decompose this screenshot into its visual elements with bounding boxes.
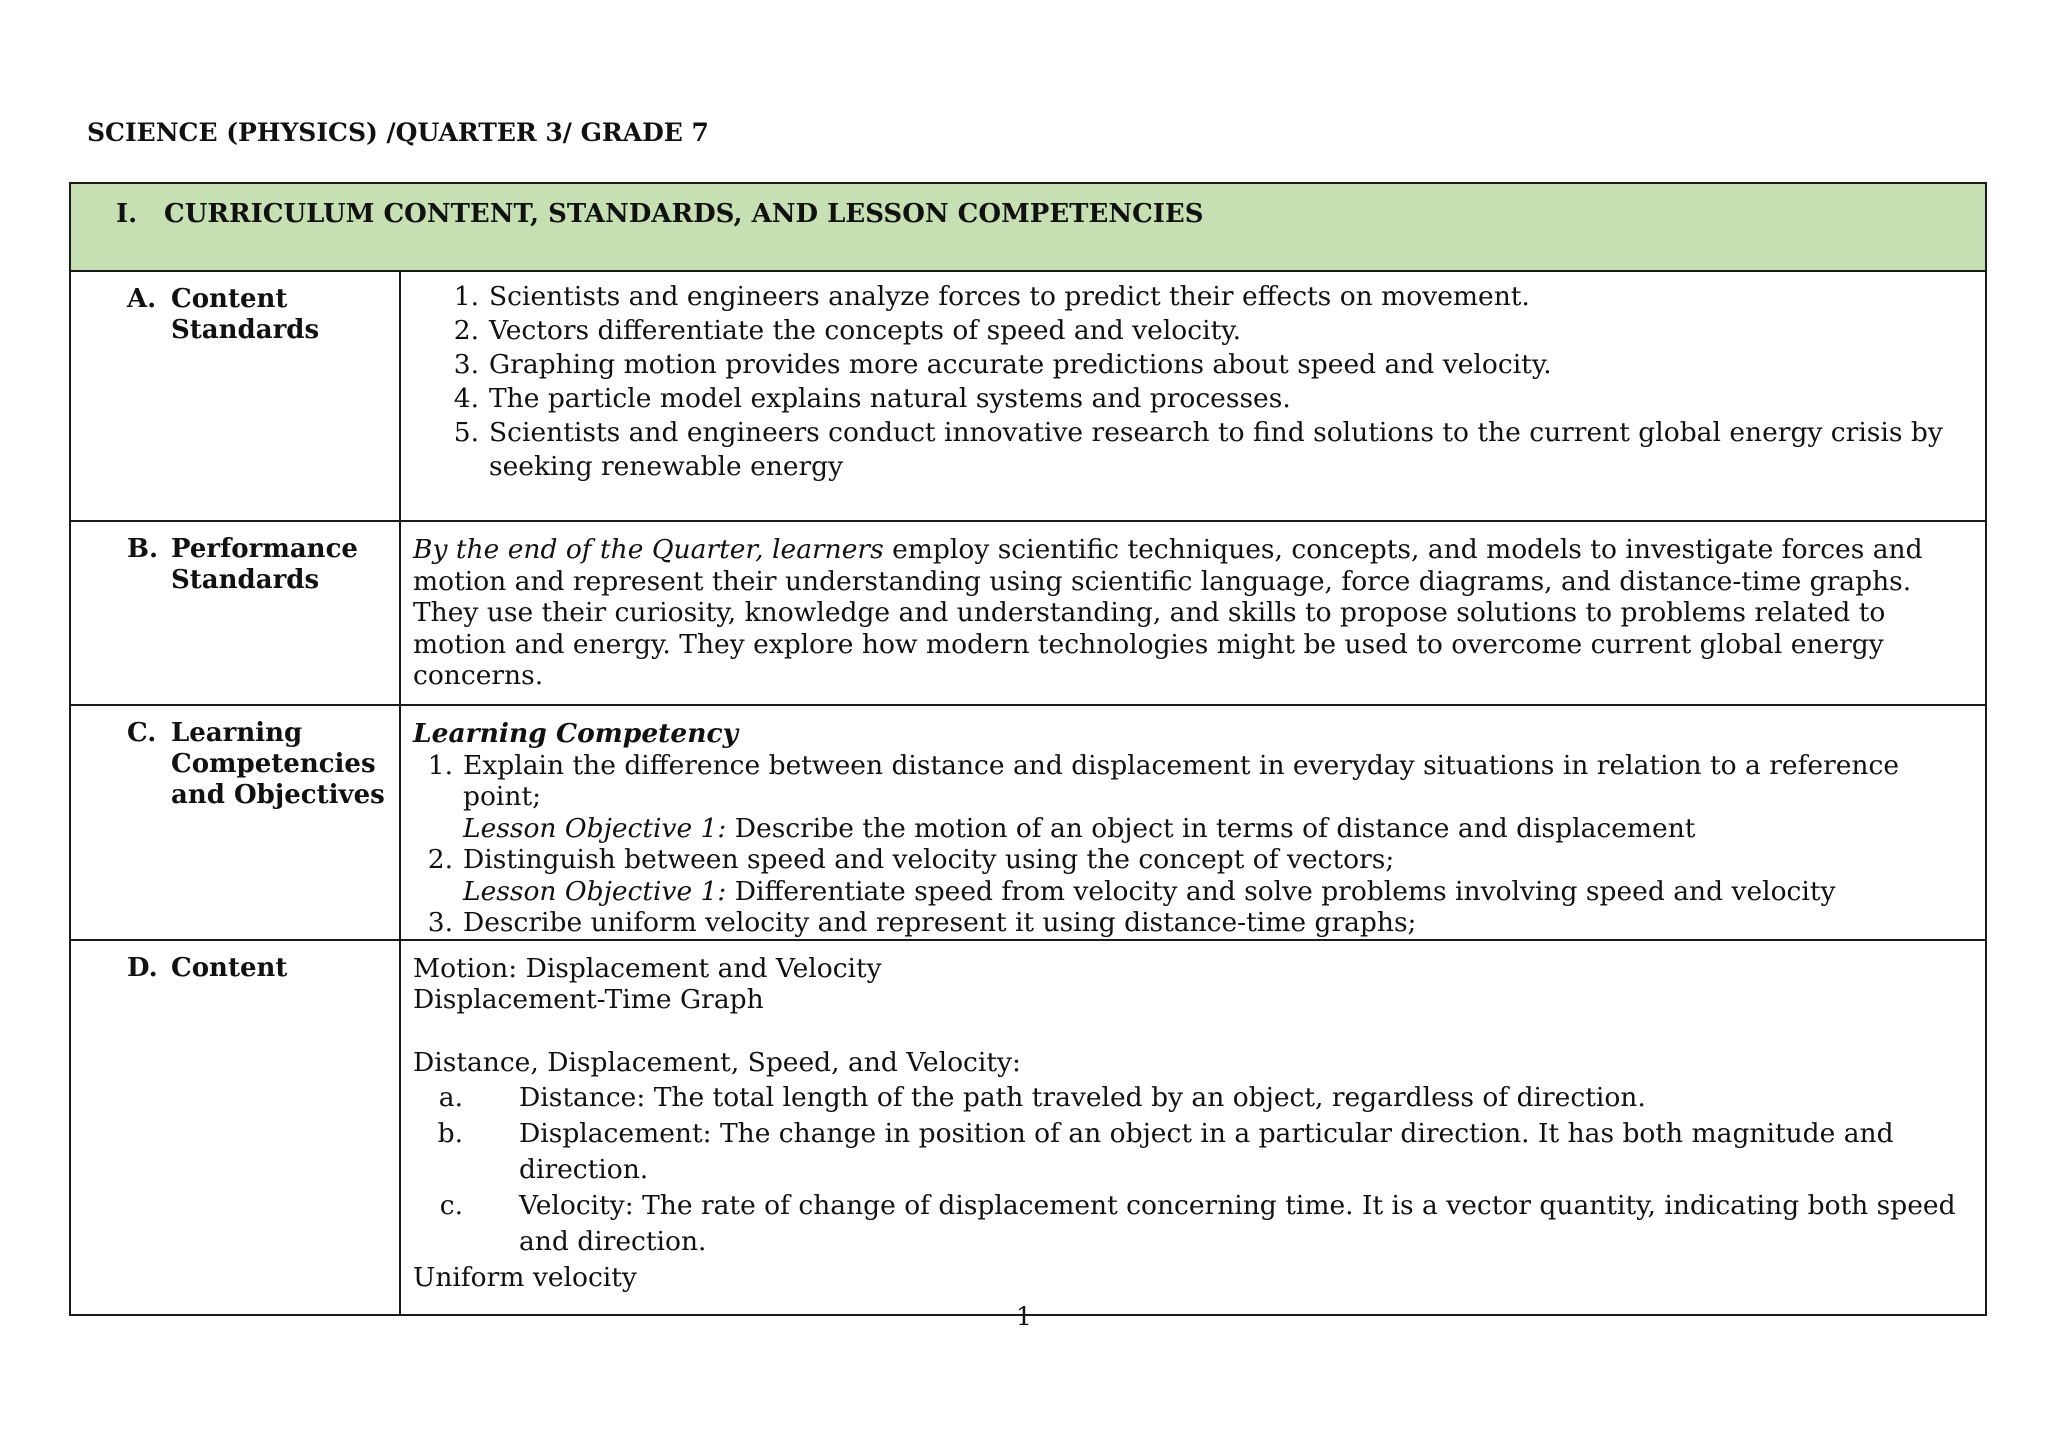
section-number: I. — [116, 199, 138, 229]
definitions-list — [413, 1080, 1971, 1260]
lesson-objective-label: Lesson Objective 1: — [463, 875, 727, 907]
row-letter: D. — [127, 952, 158, 983]
document-title: SCIENCE (PHYSICS) /QUARTER 3/ GRADE 7 — [87, 118, 709, 147]
row-letter: B. — [127, 534, 159, 564]
lesson-objective-label: Lesson Objective 1: — [463, 812, 727, 844]
list-item: b. Displacement: The change in position of an object in a particular direction. It has both magnitude and direction. — [437, 1117, 1894, 1185]
list-item: 4. The particle model explains natural systems and processes. — [453, 383, 1291, 414]
section-header-cell — [70, 183, 1986, 271]
content-row — [70, 940, 1986, 1315]
row-letter: A. — [127, 284, 157, 314]
list-item: 1. Scientists and engineers analyze forces to predict their effects on movement. — [453, 281, 1530, 312]
performance-standards-body-cell — [400, 521, 1986, 705]
performance-standards-text: By the end of the Quarter, learners employ scientific techniques, concepts, and models to investigate forces and motion and represent their understanding using scientific language, force diagrams, and distance-time graphs. They use their curiosity, knowledge and understanding, and skills to propose solutions to problems related to motion and energy. They explore how modern technologies might be used to overcome current global energy concerns. — [413, 534, 1923, 691]
row-label: Content Standards — [171, 284, 320, 345]
list-item: a. Distance: The total length of the path traveled by an object, regardless of direction. — [438, 1081, 1646, 1113]
content-label-cell — [70, 940, 400, 1315]
learning-competency-heading: Learning Competency — [413, 718, 739, 749]
list-item: 5. Scientists and engineers conduct innovative research to find solutions to the current global energy crisis by seeking renewable energy — [453, 417, 1943, 482]
performance-standards-label-cell — [70, 521, 400, 705]
content-subheading: Distance, Displacement, Speed, and Velocity: — [413, 1046, 1021, 1078]
learning-competencies-row — [70, 705, 1986, 940]
list-item: 3. Graphing motion provides more accurate predictions about speed and velocity. — [453, 349, 1552, 380]
section-title: CURRICULUM CONTENT, STANDARDS, AND LESSON COMPETENCIES — [164, 199, 1204, 229]
content-standards-label-cell — [70, 271, 400, 521]
section-header-row — [70, 183, 1986, 271]
list-item: 3. Describe uniform velocity and represent it using distance-time graphs; — [427, 907, 1417, 938]
learning-competency-list — [413, 750, 1971, 939]
content-line: Displacement-Time Graph — [413, 983, 764, 1015]
content-footer: Uniform velocity — [413, 1261, 637, 1293]
curriculum-table — [69, 182, 1987, 1316]
row-label: Performance Standards — [171, 534, 358, 595]
list-item: 2. Distinguish between speed and velocity using the concept of vectors; Lesson Objective 1: Differentiate speed from velocity and solve problems involving speed and velocity — [427, 844, 1836, 907]
list-item: 1. Explain the difference between distance and displacement in everyday situations in relation to a reference point; Lesson Objective 1: Describe the motion of an object in terms of distance and displacement — [427, 749, 1900, 844]
row-label: Content — [171, 952, 288, 983]
list-item: 2. Vectors differentiate the concepts of speed and velocity. — [453, 315, 1242, 346]
performance-standards-row — [70, 521, 1986, 705]
row-label: Learning Competencies and Objectives — [171, 718, 385, 810]
list-item: c. Velocity: The rate of change of displacement concerning time. It is a vector quantity, indicating both speed and direction. — [439, 1189, 1956, 1257]
page-number: 1 — [1016, 1302, 1032, 1331]
learning-competencies-label-cell — [70, 705, 400, 940]
content-line: Motion: Displacement and Velocity — [413, 952, 882, 984]
row-letter: C. — [127, 718, 157, 748]
content-body-cell — [400, 940, 1986, 1315]
content-standards-body-cell — [400, 271, 1986, 521]
content-standards-row — [70, 271, 1986, 521]
content-standards-list — [413, 280, 1971, 484]
learning-competencies-body-cell — [400, 705, 1986, 940]
